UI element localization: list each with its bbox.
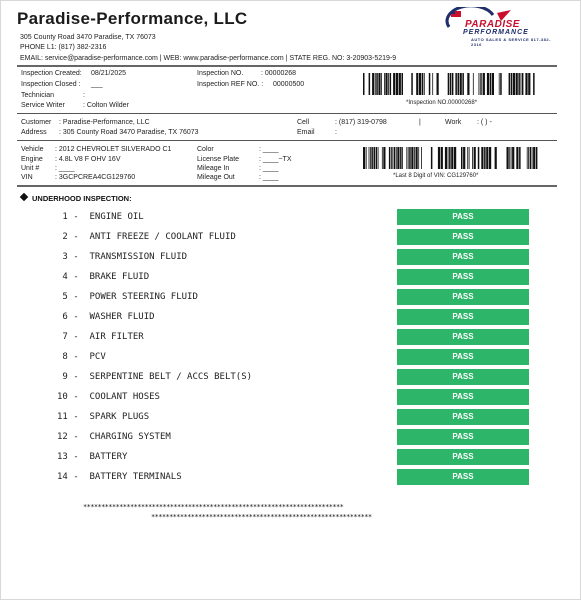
company-logo xyxy=(441,7,553,45)
barcode-bar xyxy=(463,147,465,169)
divider xyxy=(17,113,557,114)
barcode-bar xyxy=(481,73,482,95)
company-phone: PHONE L1: (817) 382-2316 xyxy=(20,44,107,51)
status-badge: PASS xyxy=(397,329,529,345)
barcode-bar xyxy=(406,147,407,169)
barcode-bar xyxy=(411,73,413,95)
divider xyxy=(17,65,557,67)
barcode-bar xyxy=(513,73,515,95)
barcode-bar xyxy=(511,147,512,169)
barcode-bar xyxy=(512,147,514,169)
inspection-item-label: 9 - SERPENTINE BELT / ACCS BELT(S) xyxy=(57,372,253,382)
footer-stars-line: ************************************************************************ xyxy=(83,503,344,511)
barcode-bar xyxy=(408,147,409,169)
barcode-bar xyxy=(474,147,476,169)
status-badge: PASS xyxy=(397,269,529,285)
color-label: Color xyxy=(197,146,214,153)
status-badge: PASS xyxy=(397,249,529,265)
barcode-bar xyxy=(400,147,402,169)
inspection-item-label: 10 - COOLANT HOSES xyxy=(57,392,160,402)
email-value: : xyxy=(335,129,337,136)
barcode-bar xyxy=(378,147,379,169)
barcode-bar xyxy=(448,73,450,95)
inspection-item-label: 12 - CHARGING SYSTEM xyxy=(57,432,171,442)
company-contact-line: EMAIL: service@paradise-performance.com | WEB: www.paradise-performance.com | STATE REG. NO: 3-20903-5219-9 xyxy=(20,55,397,62)
barcode-bar xyxy=(487,73,489,95)
service-writer-value: : Colton Wilder xyxy=(83,102,129,109)
barcode-bar xyxy=(389,147,391,169)
section-title xyxy=(21,194,132,203)
barcode-bar xyxy=(528,73,530,95)
barcode-bar xyxy=(363,73,365,95)
phone-separator: | xyxy=(419,119,421,126)
unit-value: : ____ xyxy=(55,165,75,172)
barcode-bar xyxy=(525,73,527,95)
barcode-bar xyxy=(391,147,392,169)
status-badge: PASS xyxy=(397,349,529,365)
work-value: : ( ) - xyxy=(477,119,492,126)
service-writer-label: Service Writer xyxy=(21,102,65,109)
inspection-item-label: 11 - SPARK PLUGS xyxy=(57,412,150,422)
status-badge: PASS xyxy=(397,209,529,225)
barcode-bar xyxy=(414,147,415,169)
barcode-bar xyxy=(431,147,433,169)
barcode-bar xyxy=(448,147,449,169)
barcode-bar xyxy=(467,73,469,95)
barcode-bar xyxy=(499,73,500,95)
inspection-created-value: 08/21/2025 xyxy=(91,70,127,77)
barcode-bar xyxy=(536,147,538,169)
barcode-bar xyxy=(490,73,492,95)
barcode-bar xyxy=(449,147,451,169)
license-plate-label: License Plate xyxy=(197,156,240,163)
section-title-text: UNDERHOOD INSPECTION: xyxy=(32,194,132,203)
barcode-bar xyxy=(455,73,457,95)
barcode-bar xyxy=(479,73,480,95)
barcode-bar xyxy=(396,73,398,95)
barcode-bar xyxy=(462,73,464,95)
barcode-bar xyxy=(530,147,532,169)
inspection-item-label: 4 - BRAKE FLUID xyxy=(57,272,150,282)
vin-label: VIN xyxy=(21,174,33,181)
engine-label: Engine xyxy=(21,156,43,163)
inspection-item-label: 1 - ENGINE OIL xyxy=(57,212,144,222)
barcode-bar xyxy=(382,147,383,169)
barcode-bar xyxy=(394,147,396,169)
barcode-bar xyxy=(483,73,485,95)
status-badge: PASS xyxy=(397,469,529,485)
status-badge: PASS xyxy=(397,389,529,405)
engine-value: : 4.8L V8 F OHV 16V xyxy=(55,156,121,163)
footer-stars-line: ************************************************************* xyxy=(151,513,372,521)
cell-value: : (817) 319-0798 xyxy=(335,119,387,126)
barcode-bar xyxy=(521,73,522,95)
status-badge: PASS xyxy=(397,289,529,305)
inspection-ref-label: Inspection REF NO. : xyxy=(197,81,264,88)
inspection-closed-label: Inspection Closed : xyxy=(21,81,81,88)
status-badge: PASS xyxy=(397,229,529,245)
barcode-bar xyxy=(437,73,439,95)
barcode-bar xyxy=(372,73,374,95)
mileage-in-value: : ____ xyxy=(259,165,279,172)
barcode-bar xyxy=(511,73,513,95)
barcode-bar xyxy=(507,147,509,169)
barcode-bar xyxy=(402,147,403,169)
status-badge: PASS xyxy=(397,409,529,425)
company-address: 305 County Road 3470 Paradise, TX 76073 xyxy=(20,34,156,41)
status-badge: PASS xyxy=(397,449,529,465)
barcode-bar xyxy=(480,73,481,95)
barcode-bar xyxy=(399,73,401,95)
barcode-bar xyxy=(369,73,371,95)
inspection-item-label: 14 - BATTERY TERMINALS xyxy=(57,472,182,482)
barcode-bar xyxy=(388,73,389,95)
barcode-bar xyxy=(528,147,529,169)
vehicle-value: : 2012 CHEVROLET SILVERADO C1 xyxy=(55,146,172,153)
barcode-bar xyxy=(469,147,470,169)
barcode-bar xyxy=(460,73,462,95)
cell-label: Cell xyxy=(297,119,310,126)
divider xyxy=(17,185,557,187)
barcode-bar xyxy=(533,73,535,95)
barcode-bar xyxy=(445,147,447,169)
barcode-bar xyxy=(527,147,528,169)
barcode-bar xyxy=(385,73,387,95)
barcode-bar xyxy=(376,73,378,95)
address-label: Address xyxy=(21,129,47,136)
vin-value: : 3GCPCREA4CG129760 xyxy=(55,174,136,181)
barcode-bar xyxy=(495,147,497,169)
inspection-item-label: 2 - ANTI FREEZE / COOLANT FLUID xyxy=(57,232,236,242)
mileage-in-label: Mileage In xyxy=(197,165,230,172)
barcode-bar xyxy=(441,147,443,169)
barcode-bar xyxy=(419,73,421,95)
inspection-item-label: 3 - TRANSMISSION FLUID xyxy=(57,252,188,262)
barcode-bar xyxy=(486,147,488,169)
barcode-bar xyxy=(519,147,521,169)
barcode-bar xyxy=(416,147,418,169)
barcode-bar xyxy=(450,73,452,95)
inspection-item-label: 13 - BATTERY xyxy=(57,452,128,462)
barcode-bar xyxy=(371,147,373,169)
status-badge: PASS xyxy=(397,429,529,445)
barcode-bar xyxy=(409,147,411,169)
inspection-ref-value: 00000500 xyxy=(273,81,305,88)
inspection-item-label: 8 - PCV xyxy=(57,352,106,362)
barcode-bar xyxy=(429,73,431,95)
barcode-bar xyxy=(481,147,483,169)
barcode-bar xyxy=(381,73,382,95)
company-name: Paradise-Performance, LLC xyxy=(17,9,248,28)
barcode-bar xyxy=(478,147,480,169)
barcode-bar xyxy=(522,73,524,95)
barcode-bar xyxy=(509,147,510,169)
barcode-bar xyxy=(390,73,392,95)
logo-text-line2: PERFORMANCE xyxy=(463,29,529,36)
barcode-bar xyxy=(432,73,433,95)
status-badge: PASS xyxy=(397,309,529,325)
barcode-bar xyxy=(467,147,468,169)
technician-label: Technician xyxy=(21,92,55,99)
diamond-bullet-icon xyxy=(20,193,28,201)
barcode-bar xyxy=(392,147,393,169)
vehicle-label: Vehicle xyxy=(21,146,44,153)
barcode-bar xyxy=(461,147,463,169)
vin-barcode xyxy=(363,147,539,169)
logo-text-line1: PARADISE xyxy=(465,19,520,30)
barcode-bar xyxy=(454,147,456,169)
color-value: : ____ xyxy=(259,146,279,153)
barcode-bar xyxy=(383,147,385,169)
barcode-bar xyxy=(451,147,453,169)
customer-value: : Paradise-Performance, LLC xyxy=(59,119,150,126)
barcode-bar xyxy=(500,73,502,95)
unit-label: Unit # xyxy=(21,165,40,172)
barcode-bar xyxy=(421,147,422,169)
barcode-bar xyxy=(452,73,454,95)
barcode-bar xyxy=(416,73,418,95)
barcode-bar xyxy=(516,147,518,169)
barcode-bar xyxy=(376,147,378,169)
status-badge: PASS xyxy=(397,369,529,385)
barcode-bar xyxy=(422,73,424,95)
inspection-no-value: : 00000268 xyxy=(261,70,297,77)
customer-label: Customer xyxy=(21,119,52,126)
barcode-bar xyxy=(363,147,365,169)
barcode-bar xyxy=(375,73,376,95)
divider xyxy=(17,140,557,141)
email-label: Email xyxy=(297,129,315,136)
inspection-barcode-caption: *Inspection NO.00000268* xyxy=(406,100,478,106)
inspection-item-label: 7 - AIR FILTER xyxy=(57,332,144,342)
mileage-out-value: : ____ xyxy=(259,174,279,181)
logo-text-line3: AUTO SALES & SERVICE 817-382-2316 xyxy=(471,37,551,47)
barcode-bar xyxy=(484,147,486,169)
inspection-created-label: Inspection Created: xyxy=(21,70,82,77)
barcode-bar xyxy=(458,73,460,95)
barcode-bar xyxy=(402,73,404,95)
barcode-bar xyxy=(516,73,518,95)
barcode-bar xyxy=(396,147,397,169)
barcode-bar xyxy=(370,147,371,169)
vin-barcode-caption: *Last 8 Digit of VIN: CG129760* xyxy=(393,173,479,179)
barcode-bar xyxy=(438,147,440,169)
barcode-bar xyxy=(532,147,533,169)
barcode-bar xyxy=(369,147,370,169)
barcode-bar xyxy=(489,147,491,169)
technician-value: : xyxy=(83,92,85,99)
barcode-bar xyxy=(509,73,511,95)
license-plate-value: : ____~TX xyxy=(259,156,292,163)
barcode-bar xyxy=(472,147,473,169)
barcode-bar xyxy=(378,73,380,95)
work-label: Work xyxy=(445,119,462,126)
inspection-item-label: 5 - POWER STEERING FLUID xyxy=(57,292,198,302)
barcode-bar xyxy=(418,147,419,169)
address-value: : 305 County Road 3470 Paradise, TX 76073 xyxy=(59,129,199,136)
barcode-bar xyxy=(384,73,385,95)
barcode-bar xyxy=(533,147,535,169)
barcode-bar xyxy=(411,147,413,169)
inspection-barcode xyxy=(363,73,539,95)
barcode-bar xyxy=(374,147,376,169)
inspection-no-label: Inspection NO. xyxy=(197,70,244,77)
barcode-bar xyxy=(424,73,425,95)
barcode-bar xyxy=(518,73,520,95)
mileage-out-label: Mileage Out xyxy=(197,174,235,181)
barcode-bar xyxy=(473,73,474,95)
barcode-bar xyxy=(492,73,494,95)
barcode-bar xyxy=(366,147,367,169)
barcode-bar xyxy=(397,147,399,169)
inspection-closed-value: ___ xyxy=(91,81,103,88)
barcode-bar xyxy=(393,73,395,95)
inspection-item-label: 6 - WASHER FLUID xyxy=(57,312,155,322)
